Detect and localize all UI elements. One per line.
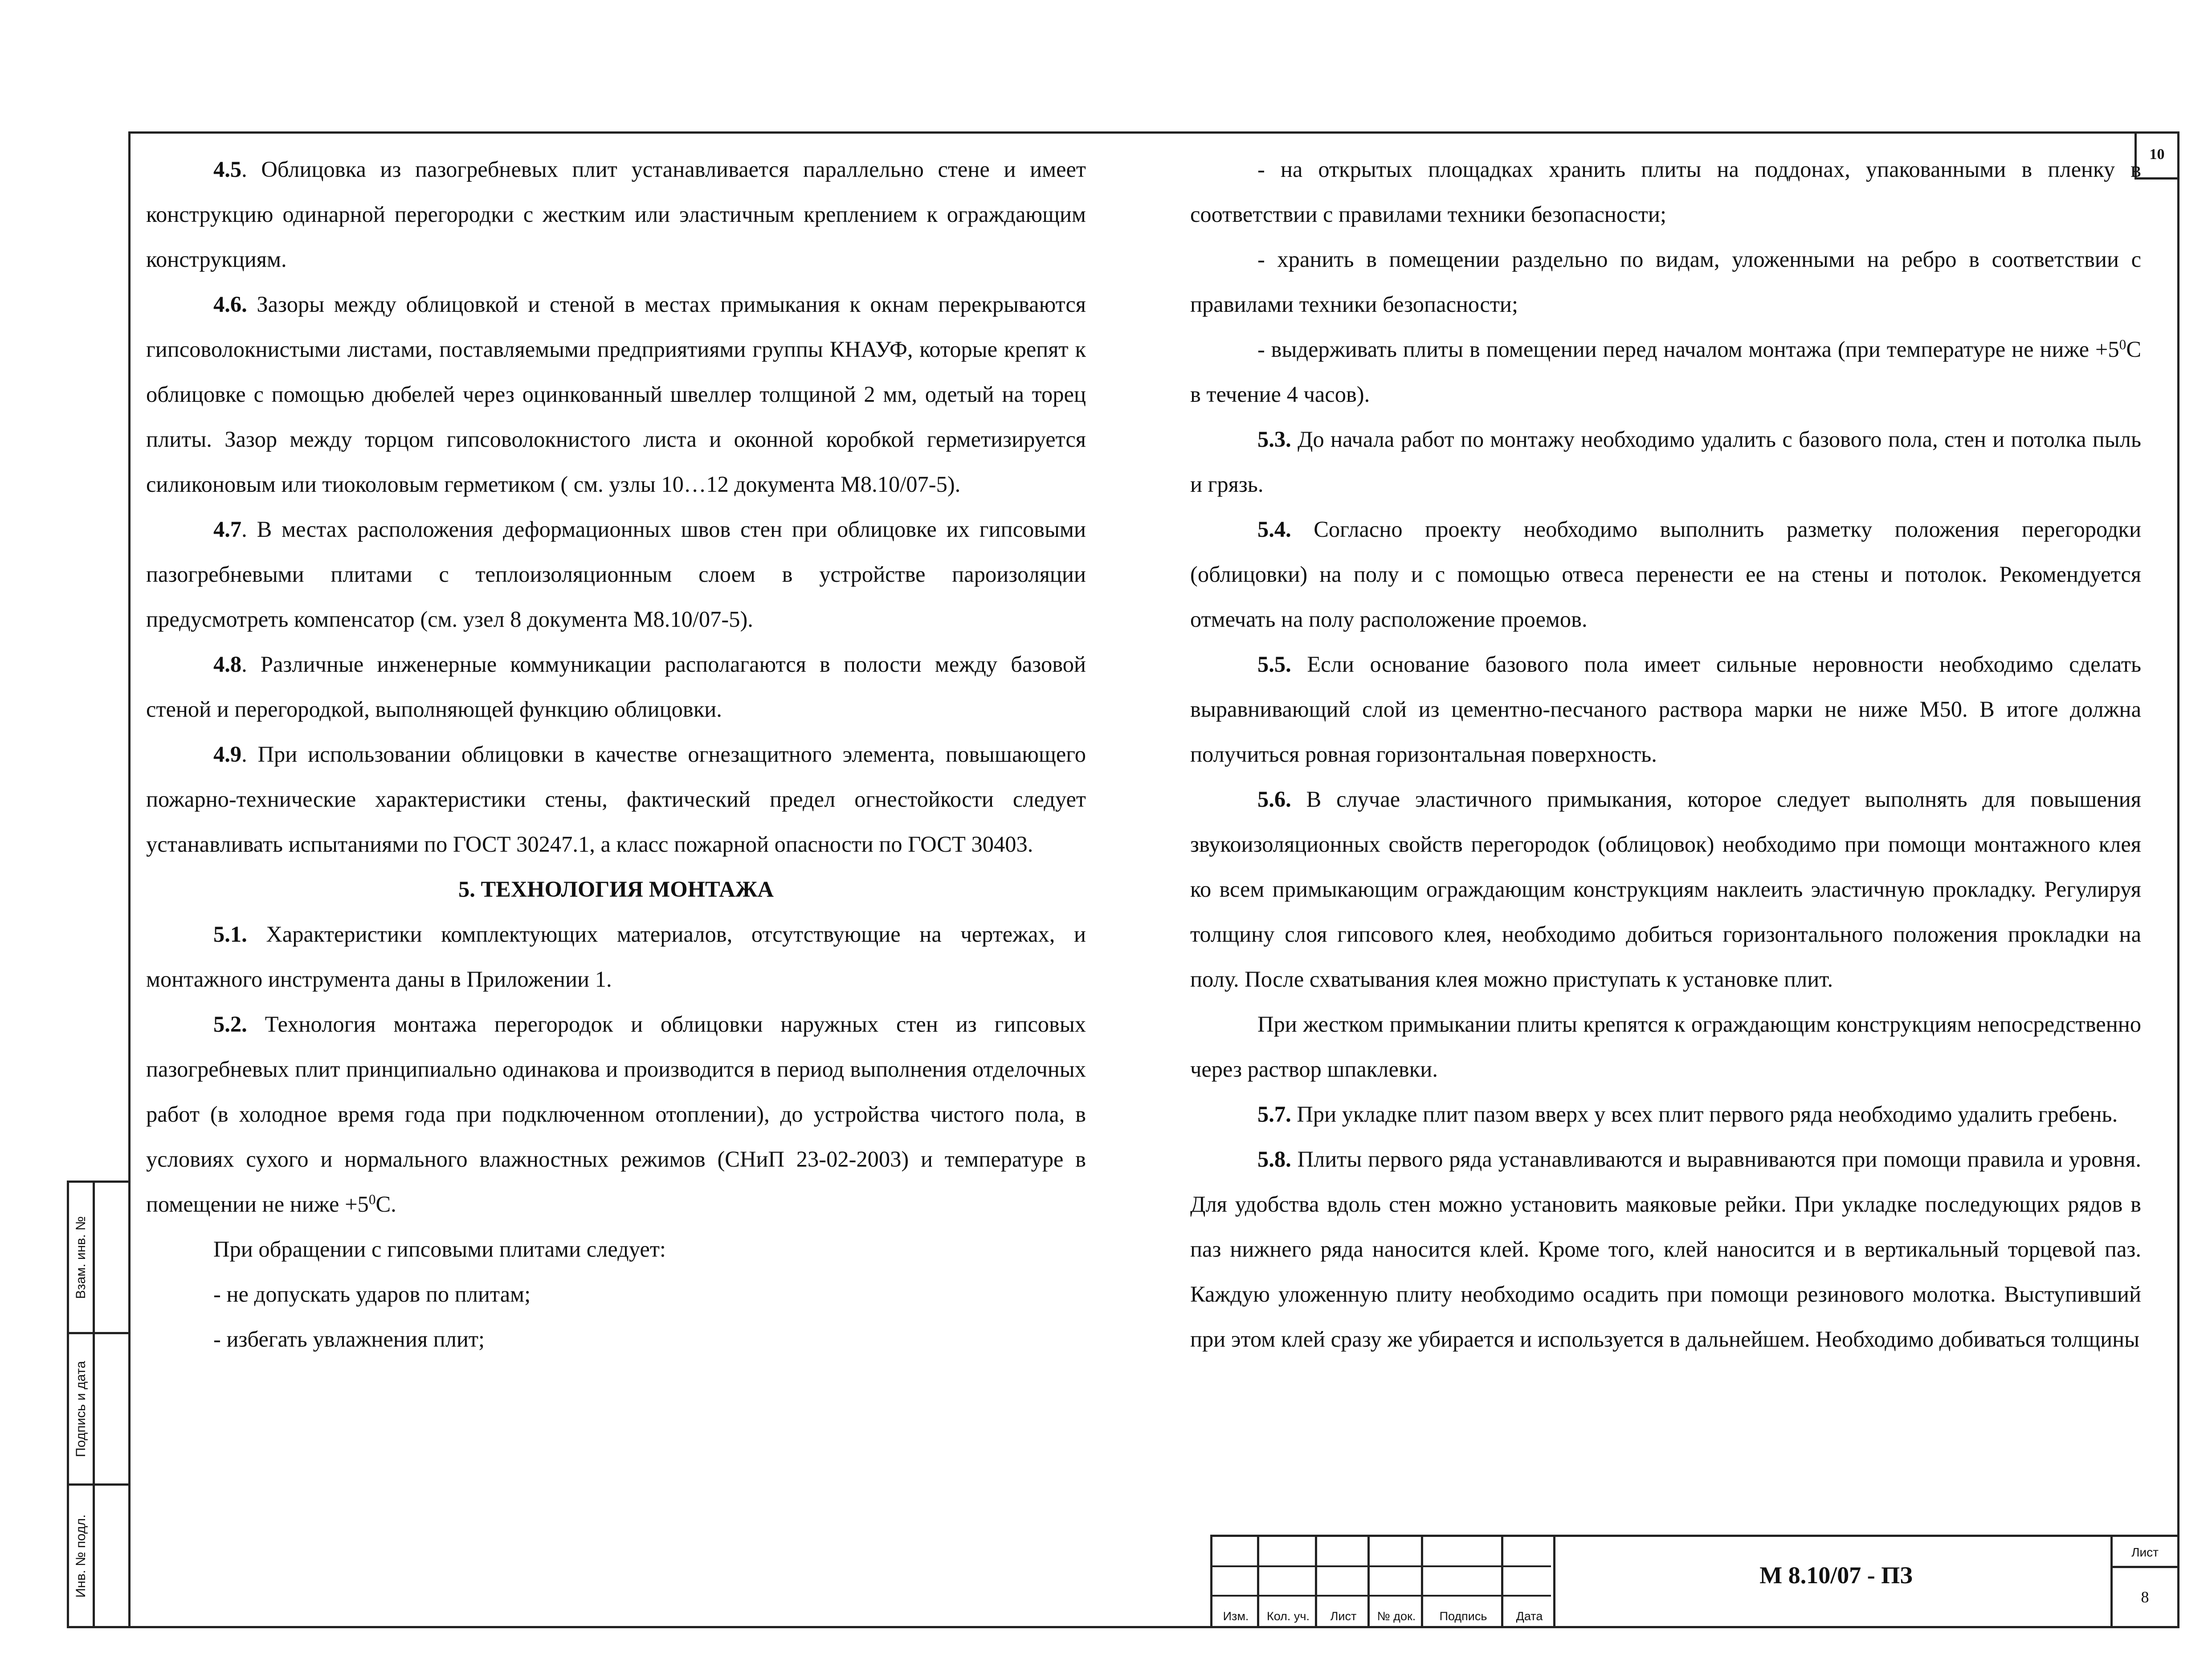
title-block-grid <box>1212 1537 1551 1626</box>
sheet-label: Лист <box>2113 1537 2177 1568</box>
paragraph-5-8: 5.8. Плиты первого ряда устанавливаются и выравниваются при помощи правила и уровня. Для удобства вдоль стен можно установить маяковые рейки. При укладке последующих рядов в паз нижнего ряда наносится клей. Кроме того, клей наносится и в вертикальный торцевой паз. Каждую уложенную плиту необходимо осадить при помощи резинового молотка. Выступивший при этом клей сразу же убирается и используется в дальнейшем. Необходимо добиваться толщины <box>1190 1147 2141 1352</box>
side-label-podpis: Подпись и дата <box>73 1360 88 1457</box>
sheet-number-box <box>2110 1537 2177 1626</box>
paragraph-5-4: 5.4. Согласно проекту необходимо выполнить разметку положения перегородки (облицовки) на полу и с помощью отвеса перенести ее на стены и потолок. Рекомендуется отмечать на полу расположение проемов. <box>1190 517 2141 632</box>
side-cell-inv <box>69 1486 128 1626</box>
side-cell-vzam <box>69 1183 128 1334</box>
col-podpis: Подпись <box>1439 1610 1487 1623</box>
paragraph-5-2: 5.2. Технология монтажа перегородок и облицовки наружных стен из гипсовых пазогребневых плит принципиально одинакова и производится в период выполнения отделочных работ (в холодное время года при подключенном отоплении), до устройства чистого пола, в условиях сухого и нормального влажностных режимов (СНиП 23-02-2003) и температуре в помещении не ниже $+5^0С$. <box>146 1012 1086 1217</box>
paragraph-5-5: 5.5. Если основание базового пола имеет сильные неровности необходимо сделать выравнивающий слой из цементно-песчаного раствора марки не ниже М50. В итоге должна получиться ровная горизонтальная поверхность. <box>1190 652 2141 767</box>
paragraph-4-8: 4.8. Различные инженерные коммуникации располагаются в полости между базовой стеной и перегородкой, выполняющей функцию облицовки. <box>146 652 1086 722</box>
paragraph-5-6: 5.6. В случае эластичного примыкания, которое следует выполнять для повышения звукоизоляционных свойств перегородок (облицовок) необходимо при помощи монтажного клея ко всем примыкающим ограждающим конструкциям наклеить эластичную прокладку. Регулируя толщину слоя гипсового клея, необходимо добиться горизонтального положения прокладки на полу. После схватывания клея можно приступать к установке плит. <box>1190 787 2141 992</box>
col-data: Дата <box>1516 1610 1543 1623</box>
paragraph-5-7: 5.7. При укладке плит пазом вверх у всех плит первого ряда необходимо удалить гребень. <box>1257 1102 2118 1127</box>
paragraph-5-3: 5.3. До начала работ по монтажу необходимо удалить с базового пола, стен и потолка пыль и грязь. <box>1190 427 2141 497</box>
list-item: - на открытых площадках хранить плиты на поддонах, упакованными в пленку в соответствии с правилами техники безопасности; <box>1190 157 2141 227</box>
list-item: - избегать увлажнения плит; <box>213 1327 485 1352</box>
paragraph-4-6: 4.6. Зазоры между облицовкой и стеной в местах примыкания к окнам перекрываются гипсоволокнистыми листами, поставляемыми предприятиями группы КНАУФ, которые крепят к облицовке с помощью дюбелей через оцинкованный швеллер толщиной 2 мм, одетый на торец плиты. Зазор между торцом гипсоволокнистого листа и оконной коробкой герметизируется силиконовым или тиоколовым герметиком ( см. узлы 10…12 документа М8.10/07-5). <box>146 292 1086 497</box>
document-code: М 8.10/07 - ПЗ <box>1759 1562 1913 1589</box>
paragraph-4-5: 4.5. Облицовка из пазогребневых плит устанавливается параллельно стене и имеет конструкцию одинарной перегородки с жестким или эластичным креплением к ограждающим конструкциям. <box>146 157 1086 272</box>
list-item: - не допускать ударов по плитам; <box>213 1282 531 1307</box>
side-label-vzam: Взам. инв. № <box>73 1216 88 1299</box>
sheet-number: 8 <box>2141 1588 2149 1606</box>
section-heading: 5. ТЕХНОЛОГИЯ МОНТАЖА <box>458 877 774 902</box>
right-column <box>1190 147 2141 1362</box>
left-column <box>146 147 1086 1362</box>
rigid-joint-paragraph: При жестком примыкании плиты крепятся к ограждающим конструкциям непосредственно через раствор шпаклевки. <box>1190 1012 2141 1082</box>
list-item: - хранить в помещении раздельно по видам, уложенными на ребро в соответствии с правилами техники безопасности; <box>1190 247 2141 317</box>
col-n-dok: № док. <box>1377 1610 1416 1623</box>
side-label-inv: Инв. № подл. <box>73 1514 88 1597</box>
col-list: Лист <box>1330 1610 1357 1623</box>
top-page-number: 10 <box>2134 131 2179 180</box>
paragraph-5-1: 5.1. Характеристики комплектующих материалов, отсутствующие на чертежах, и монтажного инструмента даны в Приложении 1. <box>146 922 1086 992</box>
paragraph-4-7: 4.7. В местах расположения деформационных швов стен при облицовке их гипсовыми пазогребневыми плитами с теплоизоляционным слоем в устройстве пароизоляции предусмотреть компенсатор (см. узел 8 документа М8.10/07-5). <box>146 517 1086 632</box>
col-izm: Изм. <box>1223 1610 1249 1623</box>
side-cell-podpis <box>69 1334 128 1486</box>
title-block <box>1210 1535 2179 1628</box>
paragraph-4-9: 4.9. При использовании облицовки в качестве огнезащитного элемента, повышающего пожарно-технические характеристики стены, фактический предел огнестойкости следует устанавливать испытаниями по ГОСТ 30247.1, а класс пожарной опасности по ГОСТ 30403. <box>146 742 1086 857</box>
handling-intro: При обращении с гипсовыми плитами следует: <box>213 1237 666 1262</box>
list-item: - выдерживать плиты в помещении перед началом монтажа (при температуре не ниже $+5^0С$ в течение 4 часов). <box>1190 336 2141 407</box>
side-stamp <box>67 1181 131 1628</box>
col-kol-uch: Кол. уч. <box>1267 1610 1310 1623</box>
